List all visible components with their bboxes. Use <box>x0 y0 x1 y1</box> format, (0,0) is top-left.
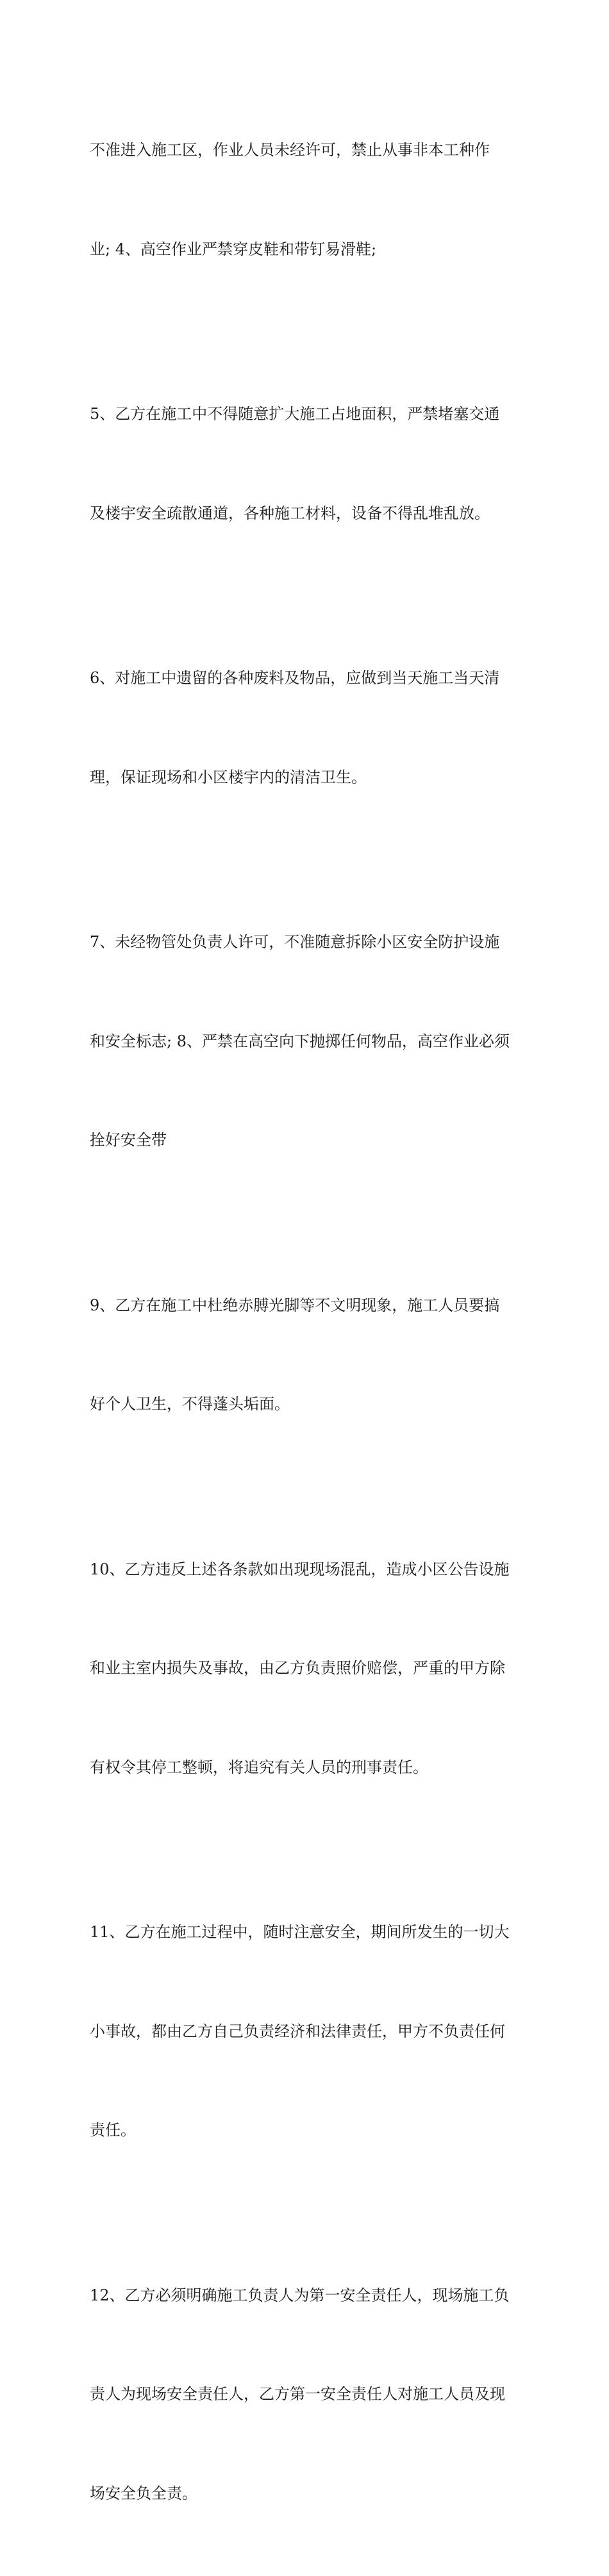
text-line: 9、乙方在施工中杜绝赤膊光脚等不文明现象，施工人员要搞 <box>90 1289 532 1323</box>
text-line: 12、乙方必须明确施工负责人为第一安全责任人，现场施工负 <box>90 2279 532 2313</box>
document-body <box>90 68 532 2576</box>
text-line: 及楼宇安全疏散通道，各种施工材料，设备不得乱堆乱放。 <box>90 497 532 531</box>
text-line: 场安全负全责。 <box>90 2477 532 2511</box>
text-line: 责任。 <box>90 2114 532 2147</box>
text-line: 小事故，都由乙方自己负责经济和法律责任，甲方不负责任何 <box>90 2015 532 2049</box>
text-line: 7、未经物管处负责人许可，不准随意拆除小区安全防护设施 <box>90 926 532 959</box>
text-line: 拴好安全带 <box>90 1124 532 1157</box>
text-line: 不准进入施工区，作业人员未经许可，禁止从事非本工种作 <box>90 134 532 167</box>
paragraph-clause-10 <box>90 1487 532 1851</box>
paragraph-clause-11 <box>90 1850 532 2213</box>
document-page <box>0 0 609 788</box>
text-line: 和安全标志; 8、严禁在高空向下抛掷任何物品，高空作业必须 <box>90 1025 532 1059</box>
text-line: 好个人卫生，不得蓬头垢面。 <box>90 1388 532 1421</box>
paragraph-clause-12 <box>90 2213 532 2576</box>
text-line: 有权令其停工整顿，将追究有关人员的刑事责任。 <box>90 1751 532 1785</box>
text-line: 和业主室内损失及事故，由乙方负责照价赔偿，严重的甲方除 <box>90 1652 532 1685</box>
paragraph-clause-5 <box>90 332 532 596</box>
text-line: 10、乙方违反上述各条款如出现现场混乱，造成小区公告设施 <box>90 1553 532 1587</box>
paragraph-1 <box>90 68 532 332</box>
text-line: 11、乙方在施工过程中，随时注意安全，期间所发生的一切大 <box>90 1916 532 1949</box>
text-line: 业; 4、高空作业严禁穿皮鞋和带钉易滑鞋; <box>90 233 532 267</box>
text-line: 6、对施工中遗留的各种废料及物品，应做到当天施工当天清 <box>90 662 532 695</box>
paragraph-clause-9 <box>90 1223 532 1487</box>
text-line: 责人为现场安全责任人，乙方第一安全责任人对施工人员及现 <box>90 2378 532 2411</box>
paragraph-clause-7 <box>90 860 532 1223</box>
text-line: 5、乙方在施工中不得随意扩大施工占地面积，严禁堵塞交通 <box>90 398 532 431</box>
text-line: 理，保证现场和小区楼宇内的清洁卫生。 <box>90 761 532 795</box>
paragraph-clause-6 <box>90 596 532 860</box>
